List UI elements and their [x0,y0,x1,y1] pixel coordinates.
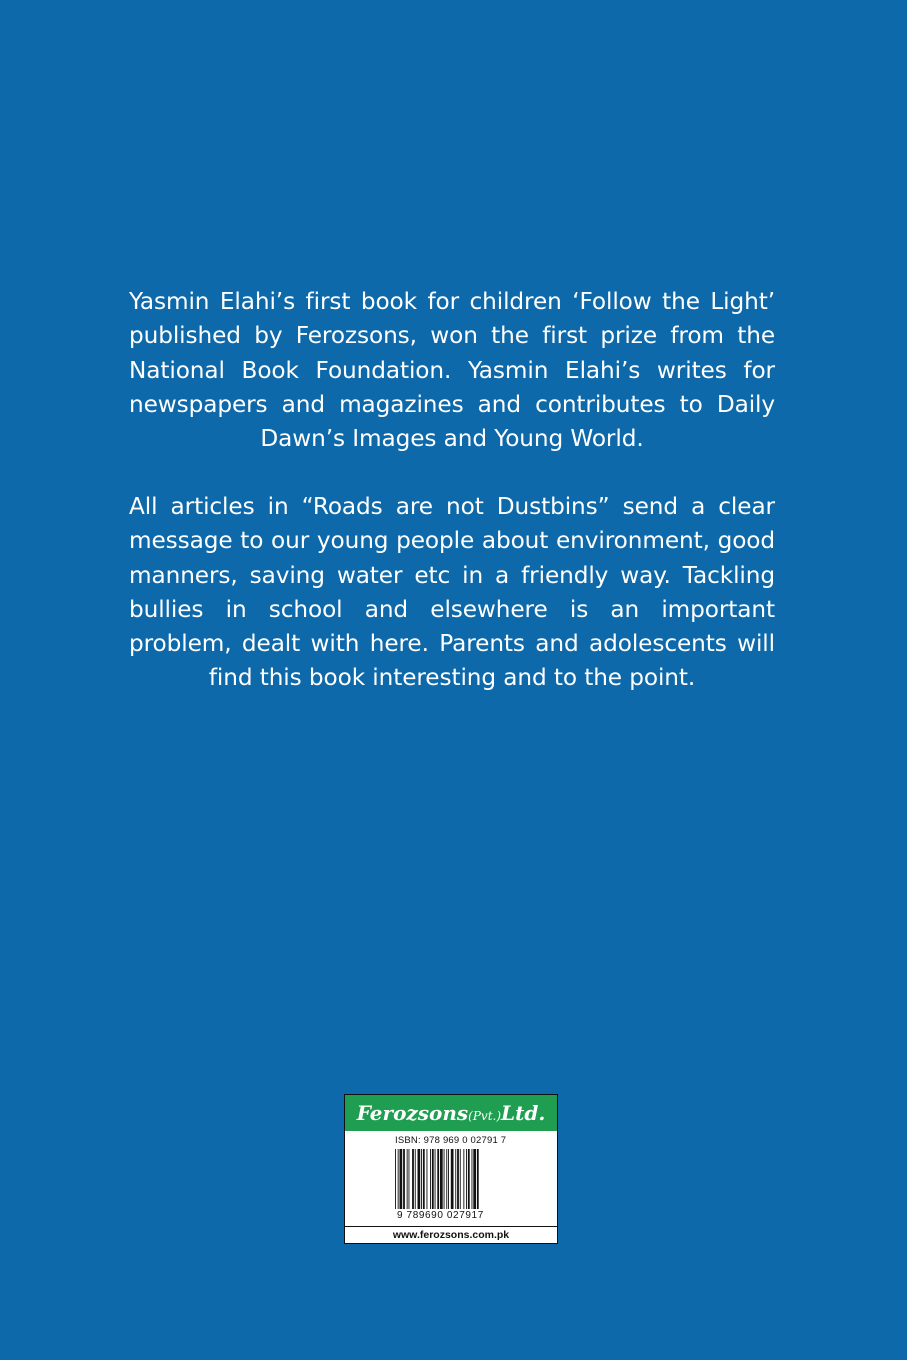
barcode-digits: 9 789690 027917 [397,1210,484,1221]
publisher-name: Ferozsons [356,1101,469,1125]
publisher-logo [345,1095,557,1131]
barcode-label [344,1094,558,1244]
description-paragraph-2: All articles in “Roads are not Dustbins” send a clear message to our young people about environment, good manners, saving water etc in a friendly way. Tackling bullies in school and elsewhere is an important problem, dealt with here. Parents and adolescents will find this book interesting and to the point. [129,493,775,692]
description-paragraph-1: Yasmin Elahi’s first book for children ‘Follow the Light’ published by Ferozsons, won the first prize from the National Book Foundation. Yasmin Elahi’s writes for newspapers and magazines and contributes to Daily Dawn’s Images and Young World. [129,288,775,453]
publisher-pvt: (Pvt.) [468,1109,502,1123]
publisher-ltd: Ltd. [501,1101,546,1125]
barcode-icon [393,1149,509,1211]
isbn-text: ISBN: 978 969 0 02791 7 [395,1135,507,1146]
publisher-website: www.ferozsons.com.pk [345,1226,557,1244]
